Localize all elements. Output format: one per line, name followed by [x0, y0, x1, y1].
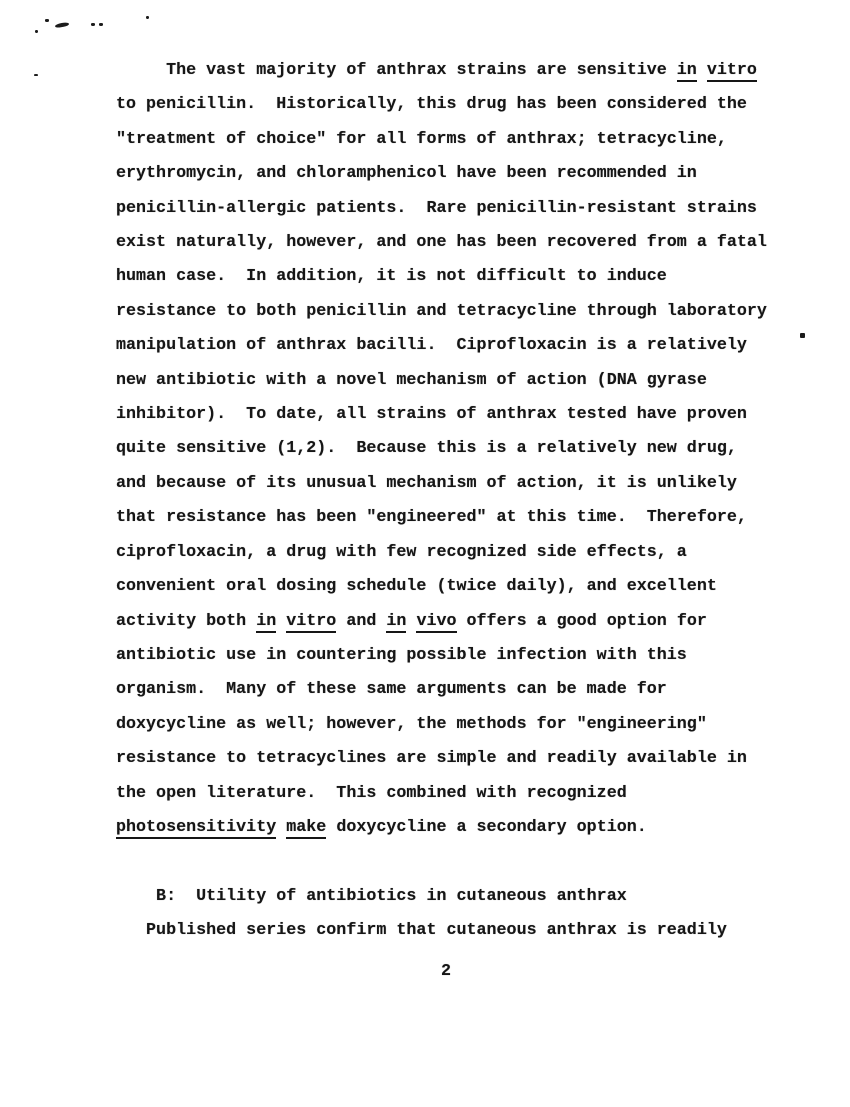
- text-line: convenient oral dosing schedule (twice daily), and excellent: [116, 577, 717, 597]
- text-line: resistance to both penicillin and tetracycline through laboratory: [116, 301, 767, 321]
- scan-speckle: [34, 74, 38, 76]
- text-line: quite sensitive (1,2). Because this is a relatively new drug,: [116, 439, 737, 459]
- scan-speckle: [800, 333, 805, 338]
- text-line: activity both in vitro and in vivo offers a good option for: [116, 611, 707, 631]
- scan-speckle: [99, 23, 103, 26]
- scan-speckle: [45, 19, 49, 22]
- text-line: B: Utility of antibiotics in cutaneous anthrax: [116, 886, 627, 906]
- page-number: 2: [441, 962, 452, 981]
- text-line: exist naturally, however, and one has been recovered from a fatal: [116, 233, 767, 253]
- document-body-text: [116, 54, 767, 949]
- text-line: resistance to tetracyclines are simple and readily available in: [116, 749, 747, 769]
- scan-speckle: [146, 16, 149, 19]
- text-line: ciprofloxacin, a drug with few recognized side effects, a: [116, 542, 687, 562]
- text-line: "treatment of choice" for all forms of anthrax; tetracycline,: [116, 129, 727, 149]
- text-line: and because of its unusual mechanism of action, it is unlikely: [116, 473, 737, 493]
- text-line: The vast majority of anthrax strains are sensitive in vitro: [116, 61, 757, 80]
- text-line: inhibitor). To date, all strains of anthrax tested have proven: [116, 405, 747, 425]
- text-line: antibiotic use in countering possible infection with this: [116, 645, 687, 665]
- text-line: erythromycin, and chloramphenicol have been recommended in: [116, 164, 697, 184]
- text-line: new antibiotic with a novel mechanism of action (DNA gyrase: [116, 370, 707, 390]
- text-line: to penicillin. Historically, this drug has been considered the: [116, 95, 747, 115]
- text-line: that resistance has been "engineered" at this time. Therefore,: [116, 508, 747, 528]
- text-line: [116, 845, 767, 879]
- text-line: Published series confirm that cutaneous anthrax is readily: [116, 921, 727, 941]
- text-line: human case. In addition, it is not difficult to induce: [116, 267, 667, 287]
- text-line: manipulation of anthrax bacilli. Ciprofloxacin is a relatively: [116, 336, 747, 356]
- text-line: penicillin-allergic patients. Rare penicillin-resistant strains: [116, 198, 757, 218]
- scan-speckle: [55, 22, 69, 28]
- text-line: the open literature. This combined with recognized: [116, 783, 627, 803]
- text-line: doxycycline as well; however, the methods for "engineering": [116, 714, 707, 734]
- text-line: photosensitivity make doxycycline a secondary option.: [116, 817, 647, 837]
- scan-speckle: [35, 30, 38, 33]
- text-line: organism. Many of these same arguments can be made for: [116, 680, 667, 700]
- scan-speckle: [91, 23, 95, 26]
